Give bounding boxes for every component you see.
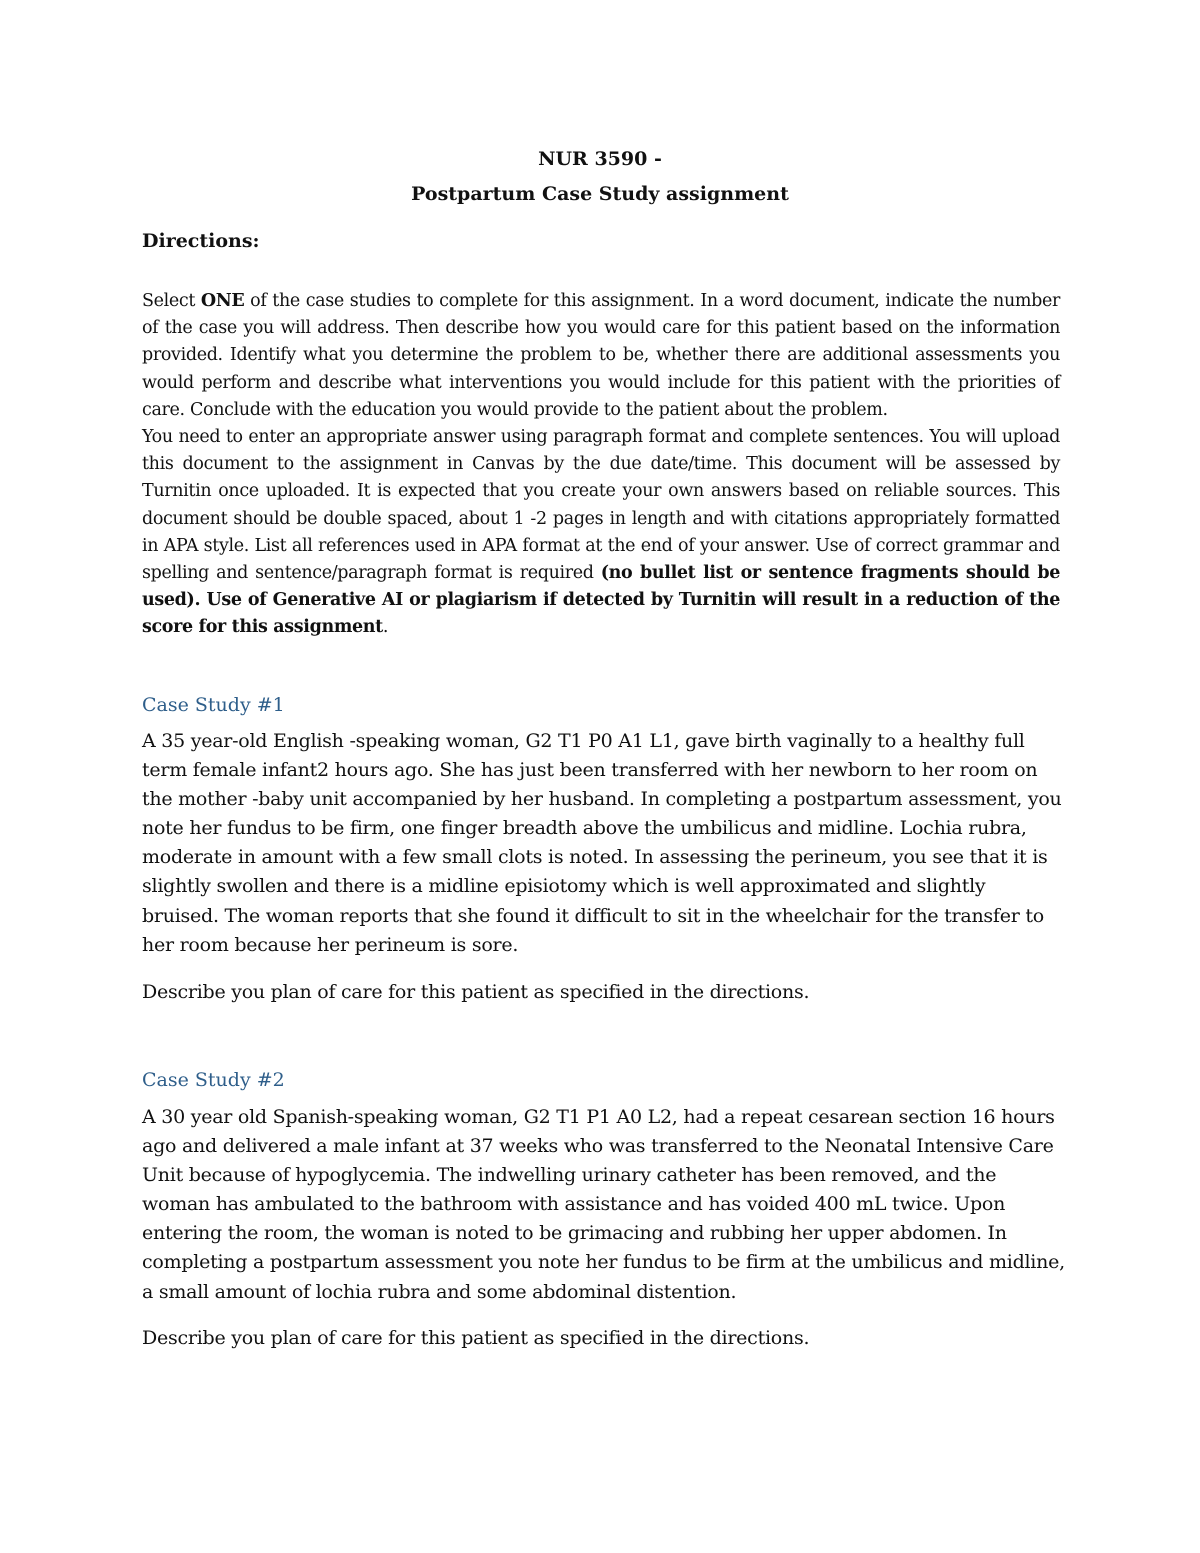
- course-code: NUR 3590 -: [538, 148, 662, 170]
- directions-p2-emphasis: (no bullet list or sentence fragments should be used). Use of Generative AI or plagiarism if detected by Turnitin will result in a reduction of the score for this assignment: [142, 563, 1060, 638]
- case-study-2-text: A 30 year old Spanish-speaking woman, G2 T1 P1 A0 L2, had a repeat cesarean section 16 hours ago and delivered a male infant at 37 weeks who was transferred to the Neonatal Intensive Care Unit because of hypoglycemia. The indwelling urinary catheter has been removed, and the woman has ambulated to the bathroom with assistance and has voided 400 mL twice. Upon entering the room, the woman is noted to be grimacing and rubbing her upper abdomen. In completing a postpartum assessment you note her fundus to be firm at the umbilicus and midline, a small amount of lochia rubra and some abdominal distention.: [142, 1106, 1065, 1303]
- directions-p2-text: You need to enter an appropriate answer using paragraph format and complete sentences. You will upload this document to the assignment in Canvas by the due date/time. This document will be assessed by Turnitin once uploaded. It is expected that you create your own answers based on reliable sources. This document should be double spaced, about 1 -2 pages in length and with citations appropriately formatted in APA style. List all references used in APA format at the end of your answer. Use of correct grammar and spelling and sentence/paragraph format is required: [142, 427, 1060, 584]
- case-study-2-prompt: Describe you plan of care for this patient as specified in the directions.: [142, 1327, 810, 1349]
- directions-p2-end: .: [382, 617, 389, 638]
- case-study-1-heading: Case Study #1: [142, 694, 285, 716]
- case-study-2-heading: Case Study #2: [142, 1069, 285, 1091]
- directions-p1-emphasis: ONE: [200, 291, 245, 311]
- directions-paragraph-2: [142, 424, 1060, 642]
- directions-p1-text-rest: of the case studies to complete for this assignment. In a word document, indicate the number of the case you will address. Then describe how you would care for this patient based on the information provided. Identify what you determine the problem to be, whether there are additional assessments you would perform and describe what interventions you would include for this patient with the priorities of care. Conclude with the education you would provide to the patient about the problem.: [142, 291, 1060, 420]
- case-study-1-body: [142, 727, 1067, 960]
- directions-paragraph-1: [142, 288, 1060, 424]
- case-study-1-text: A 35 year-old English -speaking woman, G2 T1 P0 A1 L1, gave birth vaginally to a healthy full term female infant2 hours ago. She has just been transferred with her newborn to her room on the mother -baby unit accompanied by her husband. In completing a postpartum assessment, you note her fundus to be firm, one finger breadth above the umbilicus and midline. Lochia rubra, moderate in amount with a few small clots is noted. In assessing the perineum, you see that it is slightly swollen and there is a midline episiotomy which is well approximated and slightly bruised. The woman reports that she found it difficult to sit in the wheelchair for the transfer to her room because her perineum is sore.: [142, 730, 1062, 956]
- directions-heading: Directions:: [142, 230, 260, 252]
- directions-p1-text: Select: [142, 291, 201, 311]
- case-study-1-prompt: Describe you plan of care for this patient as specified in the directions.: [142, 981, 810, 1003]
- page-title: Postpartum Case Study assignment: [411, 183, 789, 205]
- directions-body: [142, 288, 1060, 642]
- case-study-2-body: [142, 1103, 1067, 1307]
